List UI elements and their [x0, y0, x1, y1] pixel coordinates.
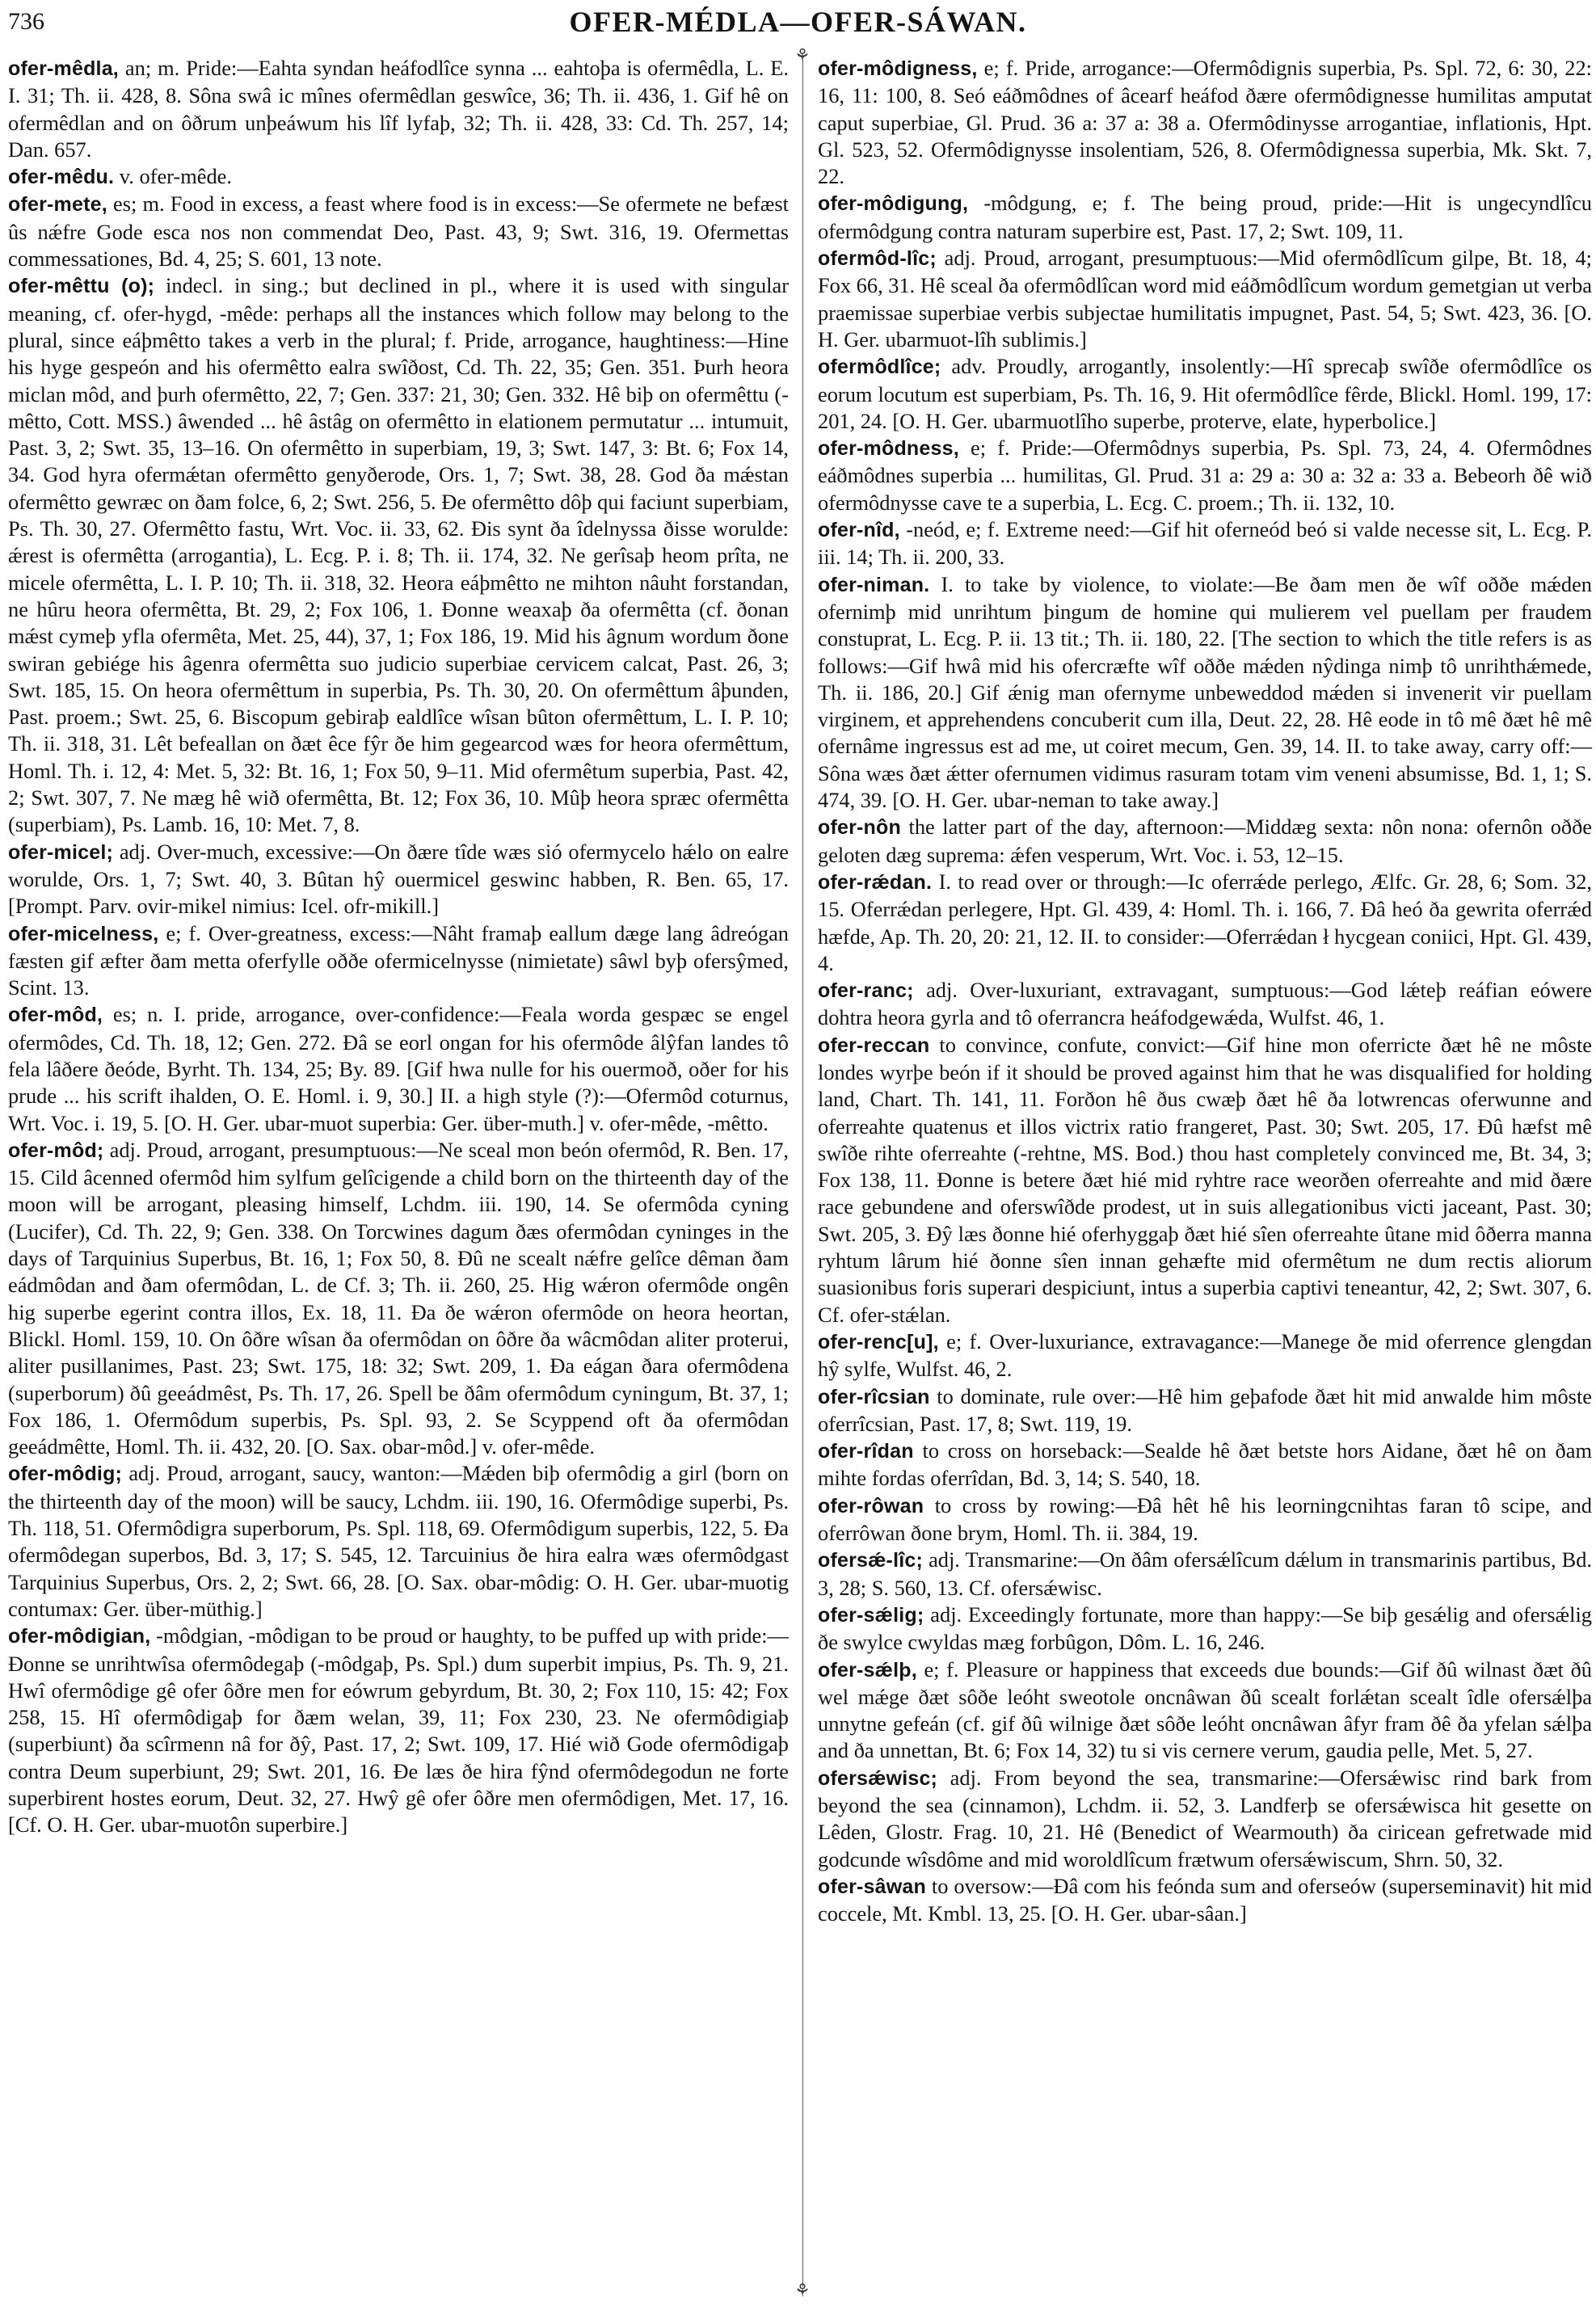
entry-text: adj. Proud, arrogant, presumptuous:—Ne sceal mon beón ofermôd, R. Ben. 17, 15. Cild âcenned ofermôd him sylfum gelîcigende a child born on the thirteenth day of the moon will be arrogant, pleasing himself, Lchdm. iii. 190, 14. Se ofermôda cyning (Lucifer), Cd. Th. 22, 9; Gen. 338. On Torcwines dagum ðæs ofermôdan cyninges in the days of Tarquinius Superbus, Bt. 16, 1; Fox 50, 8. Ðû ne scealt nǽfre gelîce dêman ðam eádmôdan and ðam ofermôdan, L. de Cf. 3; Th. ii. 260, 25. Hig wǽron ofermôde ongên hig superbe egerint contra illos, Ex. 18, 11. Ða ðe wǽron ofermôde on heora heortan, Blickl. Homl. 159, 10. On ôðre wîsan ða ofermôdan on ôðre ða wâcmôdan aliter proterui, aliter pusillanimes, Past. 23; Swt. 175, 18: 32; Swt. 209, 1. Ða eágan ðara ofermôdena (superborum) ðû geeádmêst, Ps. Th. 17, 26. Spell be ðâm ofermôdum cyningum, Bt. 37, 1; Fox 186, 1. Ofermôdum superbis, Ps. Spl. 93, 2. Se Scyppend oft ða ofermôdan geeádmêtte, Homl. Th. ii. 432, 20. [O. Sax. obar-môd.] v. ofer-mêde. — [8, 1137, 789, 1459]
entry-text: to dominate, rule over:—Hê him geþafode ðæt hit mid anwalde him môste oferrîcsian, Past. 17, 8; Swt. 119, 19. — [818, 1383, 1592, 1436]
entry-text: the latter part of the day, afternoon:—Middæg sexta: nôn nona: ofernôn oððe geloten dæg suprema: ǽfen vesperum, Wrt. Voc. i. 53, 12–15. — [818, 815, 1592, 867]
dictionary-entry — [8, 55, 789, 163]
entry-headword: ofermôdlîce; — [818, 356, 941, 379]
entry-text: v. ofer-mêde. — [114, 164, 232, 189]
entry-text: adj. Proud, arrogant, presumptuous:—Mid ofermôdlîcum gilpe, Bt. 18, 4; Fox 66, 31. Hê sceal ða ofermôdlîcan word mid eáðmôdlîcum wordum gemetgian ut verba praemissae superbiae verbis subjectae humilitatis impugnet, Past. 54, 5; Swt. 423, 36. [O. H. Ger. ubarmuot-lîh sublimis.] — [818, 246, 1592, 351]
entry-text: to oversow:—Ðâ com his feónda sum and oferseów (superseminavit) hit mid coccele, Mt. Kmbl. 13, 25. [O. H. Ger. ubar-sâan.] — [818, 1873, 1592, 1926]
entry-headword: ofer-sâwan — [818, 1875, 926, 1898]
dictionary-entry — [8, 272, 789, 838]
dictionary-entry — [8, 1137, 789, 1461]
entry-headword: ofer-micel; — [8, 840, 114, 864]
entry-text: e; f. Over-greatness, excess:—Nâht framaþ eallum dæge lang âdreógan fæsten gif æfter ðam metta oferfylle oððe ofermicelnysse (nimietate) sâwl byþ ofersŷmed, Scint. 13. — [8, 920, 789, 1000]
dictionary-entry — [818, 435, 1592, 516]
entry-headword: ofer-môd, — [8, 1004, 103, 1027]
entry-headword: ofer-môdness, — [818, 437, 959, 461]
entry-text: to cross on horseback:—Sealde hê ðæt betste hors Aidane, ðæt hê on ðam mihte fordas oferrîdan, Bd. 3, 14; S. 540, 18. — [818, 1438, 1592, 1491]
dictionary-entry — [818, 1492, 1592, 1547]
entry-headword: ofer-mêdla, — [8, 57, 119, 80]
entry-headword: ofer-sǽlig; — [818, 1603, 924, 1627]
dictionary-entry — [818, 1656, 1592, 1765]
entry-text: adj. Exceedingly fortunate, more than happy:—Se biþ gesǽlig and ofersǽlig ðe swylce cwyldas mæg forbûgon, Dôm. L. 16, 246. — [818, 1602, 1592, 1655]
dictionary-entry — [818, 1873, 1592, 1928]
entry-text: adj. Over-much, excessive:—On ðære tîde wæs sió ofermycelo hǽlo on ealre worulde, Ors. 1, 7; Swt. 40, 3. Bûtan hŷ ouermicel geswinc habben, R. Ben. 65, 17. [Prompt. Parv. ovir-mikel nimius: Icel. ofr-mikill.] — [8, 839, 789, 919]
entry-headword: ofersǽ-lîc; — [818, 1549, 924, 1572]
entry-headword: ofer-môdigian, — [8, 1625, 151, 1648]
dictionary-entry — [818, 1602, 1592, 1656]
dictionary-entry — [8, 1001, 789, 1136]
dictionary-entry — [818, 814, 1592, 869]
entry-text: to convince, confute, convict:—Gif hine mon oferricte ðæt hê ne môste londes wyrþe beón if it should be proved against him that he was disqualified for holding land, Chart. Th. 141, 11. Forðon hê ðus cwæþ ðæt hê ða lotwrencas oferwunne and oferreahte quatenus et illos victrix ratio frangeret, Past. 30; Swt. 205, 17. Ðû hæfst mê swîðe rihte oferreahte (-rehtne, MS. Bod.) thou hast completely convinced me, Bt. 34, 3; Fox 138, 11. Ðonne is betere ðæt hié mid ryhtre race weorðen oferreahte and mid ðære race gebundene and oferswîðde prodest, ut in suis allegationibus victi jaceant, Past. 30; Swt. 205, 3. Ðŷ læs ðonne hié oferhyggaþ ðæt hié sîen oferreahte ûtane mid ôðerra manna ryhtum lârum hié ðonne sîen innan gehæfte mid ofermêtum ne dum rectis aliorum suasionibus foris superari despiciunt, intus a superbia captivi teneantur, 42, 2; Swt. 307, 6. Cf. ofer-stǽlan. — [818, 1032, 1592, 1327]
entry-text: adj. Proud, arrogant, saucy, wanton:—Mǽden biþ ofermôdig a girl (born on the thirteenth day of the moon) will be saucy, Lchdm. iii. 190, 16. Ofermôdige superbi, Ps. Th. 118, 51. Ofermôdigra superborum, Ps. Spl. 118, 69. Ofermôdigum superbis, 122, 5. Ða ofermôdegan superbos, Bd. 3, 17; S. 545, 12. Tarcuinius ðe hira ealra wæs ofermôdgast Tarquinius Superbus, Ors. 2, 2; Swt. 66, 28. [O. Sax. obar-môdig: O. H. Ger. ubar-muotig contumax: Ger. über-müthig.] — [8, 1461, 789, 1621]
entry-headword: ofer-ranc; — [818, 979, 914, 1003]
dictionary-entry — [818, 1383, 1592, 1438]
dictionary-entry — [818, 1765, 1592, 1873]
entry-text: adj. Transmarine:—On ðâm ofersǽlîcum dǽlum in transmarinis partibus, Bd. 3, 28; S. 560, 13. Cf. ofersǽwisc. — [818, 1547, 1592, 1600]
entry-headword: ofer-môdig; — [8, 1463, 123, 1486]
column-ornament-bottom: ⚘ — [794, 2280, 811, 2300]
entry-text: e; f. Over-luxuriance, extravagance:—Manege ðe mid oferrence glengdan hŷ sylfe, Wulfst. 46, 2. — [818, 1328, 1592, 1382]
entry-text: adj. Over-luxuriant, extravagant, sumptuous:—God lǽteþ reáfian eówere dohtra heora gyrla and tô oferrancra heáfodgewǽda, Wulfst. 46, 1. — [818, 978, 1592, 1030]
entry-headword: ofer-môd; — [8, 1139, 104, 1162]
entry-headword: ofer-reccan — [818, 1033, 930, 1057]
right-column — [818, 55, 1592, 1927]
entry-headword: ofer-rîdan — [818, 1440, 914, 1463]
dictionary-entry — [818, 55, 1592, 190]
entry-headword: ofer-mete, — [8, 193, 107, 217]
entry-text: es; n. I. pride, arrogance, over-confidence:—Feala worda gespæc se engel ofermôdes, Cd. Th. 18, 12; Gen. 272. Ðâ se eorl ongan for his ofermôde âlŷfan landes tô fela lâðere ðeóde, Byrht. Th. 134, 25; By. 89. [Gif hwa nulle for his ouermoð, oðer for his prude ... his scrift ihalden, O. E. Homl. i. 9, 30.] II. a high style (?):—Ofermôd coturnus, Wrt. Voc. i. 19, 5. [O. H. Ger. ubar-muot superbia: Ger. über-muth.] v. ofer-mêde, -mêtto. — [8, 1002, 789, 1135]
dictionary-entry — [818, 190, 1592, 245]
dictionary-entry — [8, 1460, 789, 1623]
dictionary-entry — [818, 1438, 1592, 1492]
entry-headword: ofer-rǽdan. — [818, 870, 933, 894]
entry-text: adj. From beyond the sea, transmarine:—Ofersǽwisc rind bark from beyond the sea (cinnamon), Lchdm. ii. 52, 3. Landferþ se ofersǽwisca hit gesette on Lêden, Glostr. Frag. 10, 21. Hê (Benedict of Wearmouth) ða ciricean gefretwade mid godcunde wîsdôme and mid woroldlîcum frætwum ofersǽwiscum, Shrn. 50, 32. — [818, 1765, 1592, 1871]
entry-headword: ofermôd-lîc; — [818, 247, 937, 271]
entry-headword: ofer-môdigness, — [818, 57, 978, 80]
entry-headword: ofer-rîcsian — [818, 1385, 930, 1408]
dictionary-entry — [8, 920, 789, 1002]
entry-text: e; f. Pleasure or happiness that exceeds due bounds:—Gif ðû wilnast ðæt ðû wel mǽge ðæt sôðe leóht sweotole oncnâwan ðû scealt forlǽtan scealt îdle ofersǽlþa unnytne gefeán (cf. gif ðû wilnige ðæt sôðe leóht oncnâwan âfyr fram ðê ða yfelan sǽlþa and ða unnettan, Bt. 6; Fox 14, 32) tu si vis cernere verum, gaudia pelle, Met. 5, 27. — [818, 1656, 1592, 1763]
left-column — [8, 55, 789, 1839]
entry-text: to cross by rowing:—Ðâ hêt hê his leorningcnihtas faran tô scipe, and oferrôwan ðone brym, Homl. Th. ii. 384, 19. — [818, 1492, 1592, 1546]
entry-text: e; f. Pride:—Ofermôdnys superbia, Ps. Spl. 73, 24, 4. Ofermôdnes eáðmôdnes superbia ... humilitas, Gl. Prud. 31 a: 29 a: 30 a: 32 a: 33 a. Bebeorh ðê wið ofermôdnysse cave te a superbia, L. Ecg. C. proem.; Th. ii. 132, 10. — [818, 436, 1592, 515]
entry-text: I. to read over or through:—Ic oferrǽde perlego, Ælfc. Gr. 28, 6; Som. 32, 15. Oferrǽdan perlegere, Hpt. Gl. 439, 4: Homl. Th. i. 166, 7. Ðâ heó ða gewrita oferrǽd hæfde, Ap. Th. 20, 20: 21, 12. II. to consider:—Oferrǽdan ł hycgean coniici, Hpt. Gl. 439, 4. — [818, 869, 1592, 975]
entry-headword: ofer-rôwan — [818, 1494, 924, 1518]
entry-headword: ofer-niman. — [818, 573, 930, 596]
entry-headword: ofer-nôn — [818, 816, 901, 840]
entry-headword: ofer-sǽlþ, — [818, 1658, 917, 1682]
dictionary-entry — [818, 1328, 1592, 1383]
entry-headword: ofer-nîd, — [818, 519, 900, 542]
entry-headword: ofersǽwisc; — [818, 1766, 938, 1790]
entry-text: indecl. in sing.; but declined in pl., where it is used with singular meaning, cf. ofer-hygd, -mêde: perhaps all the instances which follow may belong to the plural, since eáþmêtto takes a verb in the plural; f. Pride, arrogance, haughtiness:—Hine his hyge gespeón and his ofermêtto ealra swîðost, Cd. Th. 22, 35; Gen. 351. Þurh heora miclan môd, and þurh ofermêtto, 22, 7; Gen. 337: 21, 30; Gen. 332. Hê biþ on ofermêttu (-mêtto, Cott. MSS.) âwended ... hê âstâg on ofermêtto in elationem permutatur ... intumuit, Past. 3, 2; Swt. 35, 13–16. On ofermêtto in superbiam, 19, 3; Swt. 147, 3: Bt. 6; Fox 14, 34. God hyra ofermǽtan ofermêtto genyðerode, Ors. 1, 7; Swt. 38, 28. God ða mǽstan ofermêtto gewræc on ðam folce, 6, 2; Swt. 256, 5. Ðe ofermêtto dôþ qui faciunt superbiam, Ps. Th. 30, 27. Ofermêtto fastu, Wrt. Voc. ii. 33, 62. Ðis synt ða îdelnyssa ðisse worulde: ǽrest is ofermêtta (arrogantia), L. Ecg. P. i. 8; Th. ii. 174, 32. Ne gerîsaþ heom prîta, ne micele ofermêtta, L. I. P. 10; Th. ii. 318, 32. Heora eáþmêtto ne mihton nâuht forstandan, ne hûru heora ofermêtta, Bt. 29, 2; Fox 106, 1. Ðonne weaxaþ ða ofermêtta (cf. ðonan mǽst cymeþ yfla ofermêta, Met. 25, 44), 37, 1; Fox 186, 19. Mid his âgnum wordum ðone swiran gebiége his âgenra ofermêtta suo judicio superbiae cervicem calcat, Past. 26, 3; Swt. 185, 15. On heora ofermêttum in superbia, Ps. Th. 30, 20. On ofermêttum âþunden, Past. proem.; Swt. 25, 6. Biscopum gebiraþ ealdlîce wîsan bûton ofermêttum, L. I. P. 10; Th. ii. 318, 31. Lêt befeallan on ðæt êce fŷr ðe him gegearcod wæs for heora ofermêttum, Homl. Th. i. 12, 4: Met. 5, 32: Bt. 16, 1; Fox 50, 9–11. Mid ofermêtum superbia, Past. 42, 2; Swt. 307, 7. Ne mæg hê wið ofermêtta, Bt. 12; Fox 36, 10. Mûþ heora spræc ofermêtta (superbiam), Ps. Lamb. 16, 10: Met. 7, 8. — [8, 273, 789, 837]
entry-headword: ofer-mêdu. — [8, 166, 115, 189]
dictionary-entry — [8, 191, 789, 272]
dictionary-entry — [818, 977, 1592, 1032]
dictionary-entry — [8, 1623, 789, 1838]
dictionary-entry — [8, 163, 789, 191]
dictionary-entry — [818, 516, 1592, 571]
dictionary-entry — [818, 1547, 1592, 1602]
dictionary-entry — [818, 571, 1592, 815]
page-header — [0, 5, 1596, 45]
entry-text: e; f. Pride, arrogance:—Ofermôdignis superbia, Ps. Spl. 72, 6: 30, 22: 16, 11: 100, 8. Seó eáðmôdnes of âcearf heáfod ðære ofermôdignesse humilitas amputat caput superbiae, Gl. Prud. 36 a: 37 a: 38 a. Ofermôdinysse arrogantiae, inflationis, Hpt. Gl. 523, 52. Ofermôdignysse insolentiam, 526, 8. Ofermôdignessa superbia, Mk. Skt. 7, 22. — [818, 56, 1592, 189]
page-number: 736 — [8, 8, 44, 35]
entry-text: -neód, e; f. Extreme need:—Gif hit oferneód beó si valde necesse sit, L. Ecg. P. iii. 14; Th. ii. 200, 33. — [818, 517, 1592, 570]
entry-text: an; m. Pride:—Eahta syndan heáfodlîce synna ... eahtoþa is ofermêdla, L. E. I. 31; Th. ii. 428, 8. Sôna swâ ic mînes ofermêdlan geswîce, 36; Th. ii. 436, 1. Gif hê on ofermêdlan and on ôðrum unþeáwum his lîf lyfaþ, 32; Th. ii. 428, 33: Cd. Th. 257, 14; Dan. 657. — [8, 56, 789, 162]
dictionary-entry — [818, 1032, 1592, 1328]
entry-headword: ofer-mêttu (o); — [8, 275, 155, 298]
entry-headword: ofer-môdigung, — [818, 192, 969, 216]
running-head: OFER-MÉDLA—OFER-SÁWAN. — [569, 6, 1027, 38]
dictionary-entry — [818, 869, 1592, 977]
dictionary-entry — [818, 353, 1592, 435]
entry-text: -môdgung, e; f. The being proud, pride:—Hit is ungecyndlîcu ofermôdgung contra naturam superbire est, Past. 17, 2; Swt. 109, 11. — [818, 191, 1592, 243]
entry-headword: ofer-micelness, — [8, 922, 159, 945]
entry-headword: ofer-renc[u], — [818, 1330, 939, 1353]
entry-text: adv. Proudly, arrogantly, insolently:—Hî sprecaþ swîðe ofermôdlîce os eorum locutum est superbiam, Ps. Th. 16, 9. Hit ofermôdlîce fêrde, Blickl. Homl. 199, 17: 201, 24. [O. H. Ger. ubarmuotlîho superbe, proterve, elate, hyperbolice.] — [818, 354, 1592, 433]
entry-text: es; m. Food in excess, a feast where food is in excess:—Se ofermete ne befæst ûs nǽfre Gode esca nos non commendat Deo, Past. 43, 9; Swt. 316, 19. Ofermettas commessationes, Bd. 4, 25; S. 601, 13 note. — [8, 192, 789, 272]
entry-text: -môdgian, -môdigan to be proud or haughty, to be puffed up with pride:—Ðonne se unrihtwîsa ofermôdegaþ (-môdgaþ, Ps. Spl.) dum superbit impius, Ps. Th. 9, 21. Hwî ofermôdige gê ofer ôðre men for eówrum gebyrdum, Bt. 30, 2; Fox 110, 15: 42; Fox 258, 15. Hî ofermôdigaþ for ðæm welan, 39, 11; Fox 230, 23. Ne ofermôdigiaþ (superbiunt) ða scîrmenn nâ for ðŷ, Past. 17, 2; Swt. 109, 17. Hié wið Gode ofermôdigaþ contra Deum superbiunt, 29; Swt. 201, 16. Ðe læs ðe hira fŷnd ofermôdegodun ne forte superbirent hostes eorum, Deut. 32, 27. Hwŷ gê ofer ôðre men ofermôdigen, Met. 17, 16. [Cf. O. H. Ger. ubar-muotôn superbire.] — [8, 1623, 789, 1837]
dictionary-entry — [818, 245, 1592, 353]
column-ornament-top: ⚘ — [794, 45, 811, 65]
column-divider — [802, 57, 803, 2287]
dictionary-entry — [8, 839, 789, 920]
entry-text: I. to take by violence, to violate:—Be ðam men ðe wîf oððe mǽden ofernimþ mid unrihtum þingum de homine qui mulierem vel puellam per fraudem constuprat, L. Ecg. P. ii. 13 tit.; Th. ii. 180, 22. [The section to which the title refers is as follows:—Gif hwâ mid his ofercræfte wîf oððe mǽden nŷdinga nimþ tô unrihthǽmede, Th. ii. 186, 20.] Gif ǽnig man ofernyme unbeweddod mǽden si invenerit vir puellam virginem, et apprehendens concuberit cum illa, Deut. 22, 28. Hê eode in tô mê ðæt hê mê ofernâme ingressus est ad me, ut coiret mecum, Gen. 39, 14. II. to take away, carry off:—Sôna wæs ðæt ǽtter ofernumen vidimus rasuram totam vim veneni absumisse, Bd. 1, 1; S. 474, 39. [O. H. Ger. ubar-neman to take away.] — [818, 571, 1592, 813]
